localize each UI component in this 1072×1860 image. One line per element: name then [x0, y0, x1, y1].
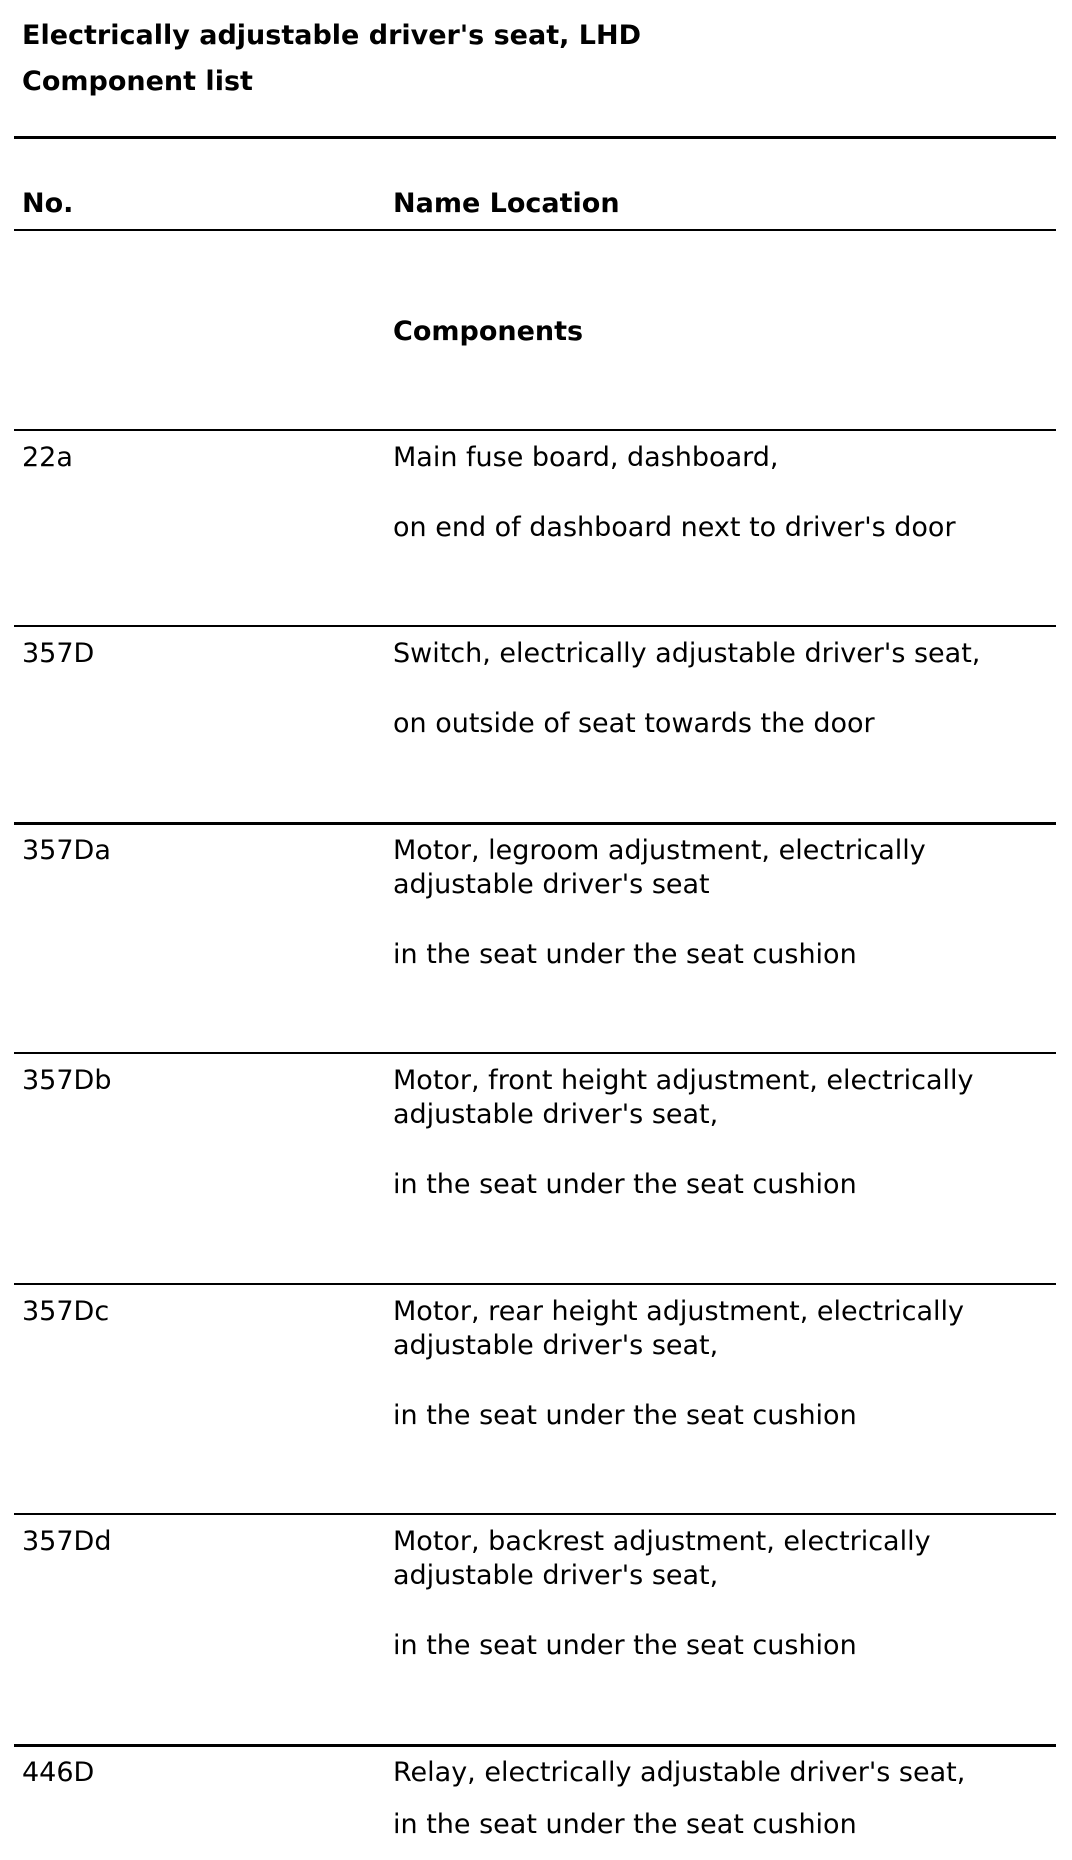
section-heading: Components: [393, 316, 584, 347]
row-divider: [14, 429, 1056, 431]
row-divider: [14, 822, 1056, 825]
component-number: 446D: [22, 1757, 95, 1788]
row-divider: [14, 1513, 1056, 1515]
component-name: Motor, rear height adjustment, electrically adjustable driver's seat,: [393, 1296, 965, 1361]
component-name: Motor, legroom adjustment, electrically adjustable driver's seat: [393, 835, 926, 900]
component-name: Motor, front height adjustment, electrically adjustable driver's seat,: [393, 1065, 974, 1130]
component-number: 357Da: [22, 835, 111, 866]
component-location: on outside of seat towards the door: [393, 708, 875, 739]
component-number: 357Db: [22, 1065, 112, 1096]
row-divider: [14, 1744, 1056, 1747]
component-name: Motor, backrest adjustment, electrically adjustable driver's seat,: [393, 1526, 931, 1591]
component-name: Switch, electrically adjustable driver's seat,: [393, 638, 981, 669]
component-location: in the seat under the seat cushion: [393, 1630, 857, 1661]
component-location: on end of dashboard next to driver's door: [393, 512, 956, 543]
header-top-rule: [14, 136, 1056, 139]
component-location: in the seat under the seat cushion: [393, 1400, 857, 1431]
component-location: in the seat under the seat cushion: [393, 1809, 857, 1840]
component-number: 22a: [22, 442, 73, 473]
component-number: 357D: [22, 638, 95, 669]
column-header-no: No.: [22, 188, 74, 219]
component-number: 357Dd: [22, 1526, 112, 1557]
row-divider: [14, 625, 1056, 627]
component-location: in the seat under the seat cushion: [393, 939, 857, 970]
header-bottom-rule: [14, 229, 1056, 231]
component-location: in the seat under the seat cushion: [393, 1169, 857, 1200]
component-name: Relay, electrically adjustable driver's seat,: [393, 1757, 966, 1788]
row-divider: [14, 1052, 1056, 1054]
document-title: Electrically adjustable driver's seat, LHD: [22, 20, 641, 51]
column-header-name-location: Name Location: [393, 188, 620, 219]
row-divider: [14, 1283, 1056, 1285]
document-subtitle: Component list: [22, 66, 253, 97]
component-number: 357Dc: [22, 1296, 110, 1327]
component-name: Main fuse board, dashboard,: [393, 442, 779, 473]
